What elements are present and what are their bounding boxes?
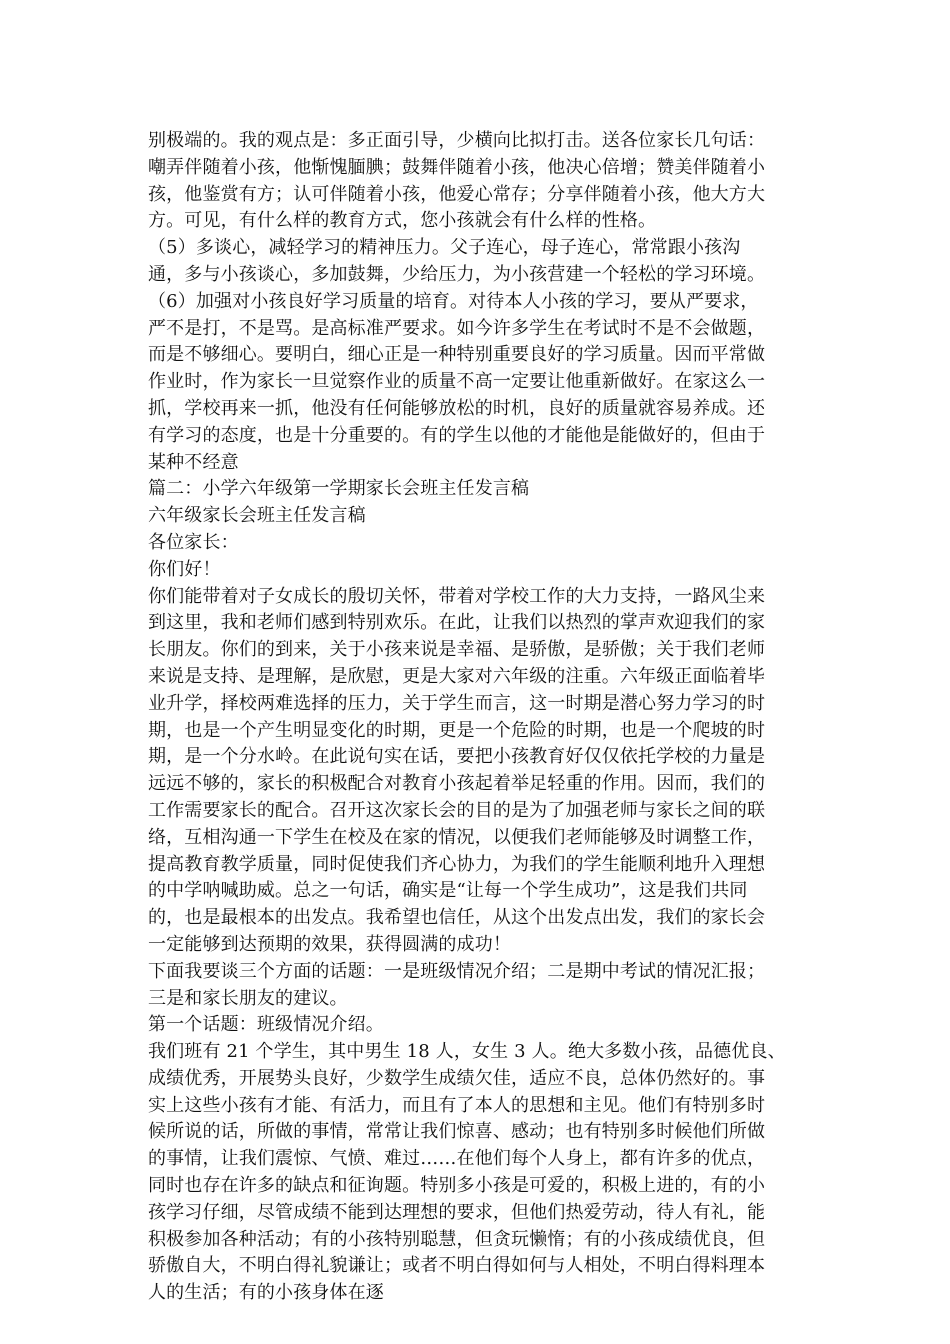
text-line: 络，互相沟通一下学生在校及在家的情况，以便我们老师能够及时调整工作， [148, 826, 766, 848]
text-line: 同时也存在许多的缺点和征询题。特别多小孩是可爱的，积极上进的，有的小 [148, 1175, 766, 1197]
text-line: 第一个话题：班级情况介绍。 [148, 1014, 384, 1036]
text-line: 期，是一个分水岭。在此说句实在话，要把小孩教育好仅仅依托学校的力量是 [148, 746, 766, 768]
text-line: 某种不经意 [148, 451, 239, 473]
text-line: 人的生活；有的小孩身体在逐 [148, 1282, 384, 1304]
document-body [148, 128, 804, 1307]
text-line: 三是和家长朋友的建议。 [148, 987, 348, 1009]
text-line: 成绩优秀，开展势头良好，少数学生成绩欠佳，适应不良，总体仍然好的。事 [148, 1067, 766, 1089]
text-line: （5）多谈心，减轻学习的精神压力。父子连心，母子连心，常常跟小孩沟 [148, 237, 741, 259]
text-line: 抓，学校再来一抓，他没有任何能够放松的时机，良好的质量就容易养成。还 [148, 397, 766, 419]
text-line: 一定能够到达预期的效果，获得圆满的成功！ [148, 933, 511, 955]
text-line: 孩学习仔细，尽管成绩不能到达理想的要求，但他们热爱劳动，待人有礼，能 [148, 1201, 766, 1223]
text-line: 下面我要谈三个方面的话题：一是班级情况介绍；二是期中考试的情况汇报； [148, 960, 766, 982]
text-line: 的，也是最根本的出发点。我希望也信任，从这个出发点出发，我们的家长会 [148, 907, 766, 929]
text-line: 候所说的话，所做的事情，常常让我们惊喜、感动；也有特别多时候他们所做 [148, 1121, 766, 1143]
text-line: 来说是支持、是理解，是欣慰，更是大家对六年级的注重。六年级正面临着毕 [148, 665, 766, 687]
text-line: 六年级家长会班主任发言稿 [148, 505, 366, 527]
text-line: 孩，他鉴赏有方；认可伴随着小孩，他爱心常存；分享伴随着小孩，他大方大 [148, 183, 766, 205]
text-line: 我们班有 21 个学生，其中男生 18 人，女生 3 人。绝大多数小孩，品德优良、 [148, 1041, 786, 1063]
text-line: 实上这些小孩有才能、有活力，而且有了本人的思想和主见。他们有特别多时 [148, 1094, 766, 1116]
text-line: （6）加强对小孩良好学习质量的培育。对待本人小孩的学习，要从严要求， [148, 290, 759, 312]
text-line: 提高教育教学质量，同时促使我们齐心协力，为我们的学生能顺利地升入理想 [148, 853, 766, 875]
text-line: 别极端的。我的观点是：多正面引导，少横向比拟打击。送各位家长几句话： [148, 130, 766, 151]
text-line: 你们好！ [148, 558, 221, 580]
text-line: 你们能带着对子女成长的殷切关怀，带着对学校工作的大力支持，一路风尘来 [148, 585, 766, 607]
text-line: 作业时，作为家长一旦觉察作业的质量不高一定要让他重新做好。在家这么一 [148, 371, 766, 393]
text-line: 工作需要家长的配合。召开这次家长会的目的是为了加强老师与家长之间的联 [148, 799, 766, 821]
text-line: 嘲弄伴随着小孩，他惭愧腼腆；鼓舞伴随着小孩，他决心倍增；赞美伴随着小 [148, 156, 766, 178]
text-line: 有学习的态度，也是十分重要的。有的学生以他的才能他是能做好的，但由于 [148, 424, 766, 446]
text-line: 期，也是一个产生明显变化的时期，更是一个危险的时期，也是一个爬坡的时 [148, 719, 766, 741]
text-line: 严不是打，不是骂。是高标准严要求。如今许多学生在考试时不是不会做题， [148, 317, 766, 339]
text-line: 业升学，择校两难选择的压力，关于学生而言，这一时期是潜心努力学习的时 [148, 692, 766, 714]
text-line: 骄傲自大，不明白得礼貌谦让；或者不明白得如何与人相处，不明白得料理本 [148, 1255, 766, 1277]
text-line: 篇二：小学六年级第一学期家长会班主任发言稿 [148, 478, 530, 500]
text-line: 通，多与小孩谈心，多加鼓舞，少给压力，为小孩营建一个轻松的学习环境。 [148, 263, 766, 285]
text-line: 远远不够的，家长的积极配合对教育小孩起着举足轻重的作用。因而，我们的 [148, 773, 766, 795]
text-line: 到这里，我和老师们感到特别欢乐。在此，让我们以热烈的掌声欢迎我们的家 [148, 612, 766, 634]
text-line: 方。可见，有什么样的教育方式，您小孩就会有什么样的性格。 [148, 210, 657, 232]
text-line: 的中学呐喊助威。总之一句话，确实是“让每一个学生成功”，这是我们共同 [148, 880, 748, 902]
text-line: 积极参加各种活动；有的小孩特别聪慧，但贪玩懒惰；有的小孩成绩优良，但 [148, 1228, 766, 1250]
text-line: 各位家长： [148, 531, 239, 553]
text-line: 的事情，让我们震惊、气愤、难过……在他们每个人身上，都有许多的优点， [148, 1148, 766, 1170]
text-line: 长朋友。你们的到来，关于小孩来说是幸福、是骄傲，是骄傲；关于我们老师 [148, 639, 766, 661]
text-line: 而是不够细心。要明白，细心正是一种特别重要良好的学习质量。因而平常做 [148, 344, 766, 366]
